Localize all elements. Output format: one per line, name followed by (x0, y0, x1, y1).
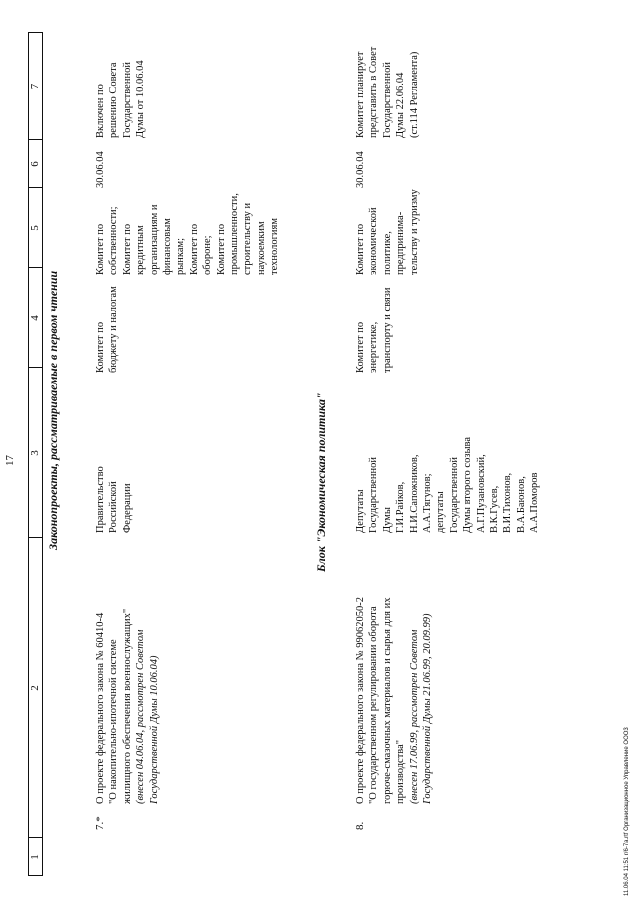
document-footer: 11.06.04 11:51 r/6-7a.rtf Организационное Управление ООО3 (624, 727, 630, 896)
initiator-line: Российской (108, 481, 120, 533)
title-line: производства" (395, 739, 407, 804)
co-committee-line: технологиям (269, 218, 281, 275)
status-line: (ст.114 Регламента) (408, 51, 420, 138)
row-date (354, 140, 367, 188)
column-number: 3 (29, 450, 41, 456)
header-rule-bottom (42, 32, 43, 876)
status-line: Государственной (121, 62, 133, 138)
co-committee-line: экономической (368, 207, 380, 275)
title-line: "О государственном регулировании оборота (368, 606, 380, 804)
status-line: Комитет планирует (355, 51, 366, 138)
row-initiator (94, 373, 134, 533)
row-status (354, 28, 421, 138)
title-line: горюче-смазочных материалов и сырья для их (381, 597, 393, 804)
co-committee-line: наукоемким (255, 221, 267, 275)
column-number: 7 (29, 83, 41, 90)
initiator-line: В.А.Баюнов, (515, 476, 527, 533)
date-value: 30.06.04 (355, 151, 366, 188)
page-number: 17 (4, 455, 16, 466)
co-committee-line: рынкам; (175, 237, 187, 275)
co-committee-line: Комитет по (188, 223, 200, 275)
column-number: 1 (29, 854, 41, 860)
co-committee-line: Комитет по (95, 223, 106, 275)
initiator-line: Думы второго созыва (462, 436, 474, 533)
initiator-line: Правительство (95, 466, 106, 533)
note-line: (внесен 04.06.04, рассмотрен Советом (135, 629, 147, 804)
title-line: О проекте федерального закона № 60410-4 (95, 612, 106, 804)
column-number: 4 (29, 315, 41, 321)
initiator-line: Н.И.Сапожников, (408, 454, 420, 533)
title-line: "О накопительно-ипотечной системе (108, 639, 120, 804)
status-line: Думы 22.06.04 (395, 72, 407, 138)
initiator-line: Федерации (121, 483, 133, 533)
row-date (94, 140, 107, 188)
note-line: Государственной Думы 21.06.99, 20.09.99) (422, 613, 434, 804)
committee-line: Комитет по (355, 321, 366, 373)
column-number: 2 (29, 685, 41, 691)
row-number: 8. (354, 821, 366, 830)
co-committee-line: Комитет по (215, 223, 227, 275)
initiator-line: А.А.Поморов (529, 472, 541, 533)
co-committee-line: организациям и (148, 204, 160, 275)
initiator-line: Государственной (368, 457, 380, 533)
initiator-line: А.Г.Пузановский, (475, 454, 487, 533)
co-committee-line: кредитным (135, 225, 147, 275)
initiator-line: Г.И.Райков, (395, 481, 407, 533)
co-committee-line: предпринима- (395, 211, 407, 275)
title-line: О проекте федерального закона № 99062050-2 (355, 596, 366, 804)
initiator-line: В.К.Гусев, (489, 485, 501, 533)
initiator-line: В.И.Тихонов, (502, 472, 514, 533)
row-initiator (354, 373, 542, 533)
initiator-line: А.А.Тягунов; (422, 473, 434, 533)
row-co-committees (94, 185, 282, 275)
co-committee-line: тельству и туризму (408, 189, 420, 275)
committee-line: Комитет по (95, 321, 106, 373)
status-line: Думы от 10.06.04 (135, 60, 147, 138)
note-line: Государственной Думы 10.06.04) (148, 655, 160, 804)
co-committee-line: собственности; (108, 206, 120, 275)
status-line: Государственной (381, 62, 393, 138)
co-committee-line: финансовым (162, 218, 174, 275)
initiator-line: Государственной (448, 457, 460, 533)
committee-line: энергетике, (368, 321, 380, 373)
status-line: решению Совета (108, 62, 120, 138)
initiator-line: депутаты (435, 491, 447, 533)
row-number: 7.* (94, 816, 106, 830)
date-value: 30.06.04 (95, 151, 106, 188)
co-committee-line: обороне; (202, 235, 214, 275)
co-committee-line: промышленности, (229, 193, 241, 275)
row-title (354, 542, 434, 804)
row-committee (94, 273, 121, 373)
row-status (94, 28, 148, 138)
initiator-line: Думы (381, 507, 393, 533)
co-committee-line: политике, (381, 231, 393, 275)
co-committee-line: Комитет по (355, 223, 366, 275)
row-co-committees (354, 185, 421, 275)
column-number: 6 (29, 161, 41, 167)
row-committee (354, 273, 394, 373)
note-line: (внесен 17.06.99, рассмотрен Советом (408, 629, 420, 804)
status-line: Включен по (95, 84, 106, 138)
row-title (94, 542, 161, 804)
column-number: 5 (29, 225, 41, 231)
committee-line: бюджету и налогам (108, 286, 120, 373)
section-title: Законопроекты, рассматриваемые в первом чтении (46, 270, 60, 550)
status-line: представить в Совет (368, 46, 380, 138)
co-committee-line: строительству и (242, 202, 254, 275)
committee-line: транспорту и связи (381, 287, 393, 373)
section-title: Блок "Экономическая политика" (314, 392, 328, 572)
initiator-line: Депутаты (355, 489, 366, 533)
title-line: жилищного обеспечения военнослужащих" (121, 608, 133, 804)
co-committee-line: Комитет по (121, 223, 133, 275)
